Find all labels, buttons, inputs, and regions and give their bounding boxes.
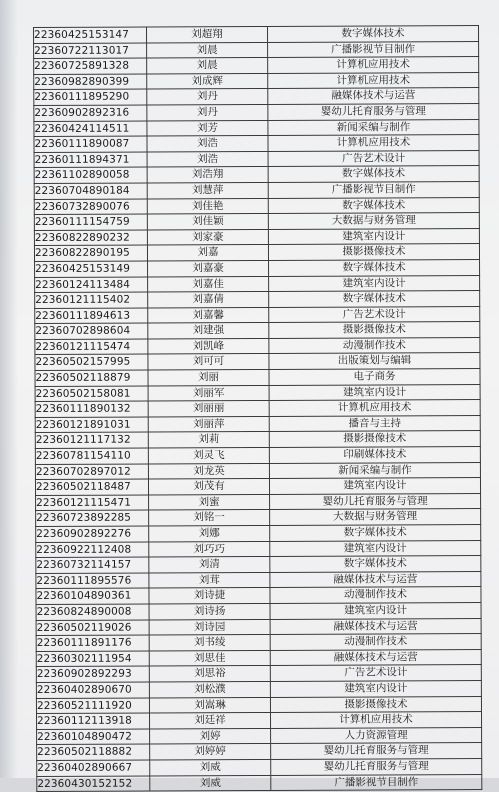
student-id-cell: 22360104890472: [37, 729, 150, 745]
student-name-cell: 刘诗扬: [149, 603, 270, 619]
student-id-cell: 22360121117132: [35, 432, 148, 448]
student-id-cell: 22360732890076: [34, 199, 147, 215]
student-name-cell: 刘蜜: [149, 494, 270, 510]
table-row: [36, 571, 481, 589]
major-cell: 计算机应用技术: [268, 57, 479, 74]
major-cell: 数字媒体技术: [268, 197, 479, 214]
student-id-cell: 22360723892285: [36, 510, 149, 526]
major-cell: 建筑室内设计: [270, 603, 481, 620]
major-cell: 数字媒体技术: [270, 556, 481, 573]
major-cell: 数字媒体技术: [267, 26, 478, 43]
student-name-cell: 刘思裕: [149, 666, 270, 682]
student-id-cell: 22360902892316: [34, 105, 147, 121]
student-id-cell: 22360111894613: [35, 308, 148, 324]
student-id-cell: 22360111894371: [34, 152, 147, 168]
student-id-cell: 22360111154759: [34, 214, 147, 230]
student-name-cell: 刘诗园: [149, 619, 270, 635]
student-id-cell: 22360502119026: [36, 620, 149, 636]
student-name-cell: 刘松濮: [149, 681, 270, 697]
major-cell: 电子商务: [269, 369, 480, 386]
major-cell: 计算机应用技术: [270, 712, 481, 729]
student-id-cell: 22360502118879: [35, 370, 148, 386]
table-row: [36, 618, 481, 636]
student-id-cell: 22360502158081: [35, 386, 148, 402]
student-id-cell: 22360121891031: [35, 417, 148, 433]
student-id-cell: 22360424114511: [34, 121, 147, 137]
major-cell: 婴幼儿托育服务与管理: [270, 493, 481, 510]
major-cell: 摄影摄像技术: [269, 431, 480, 448]
major-cell: 动漫制作技术: [270, 634, 481, 651]
student-id-cell: 22360302111954: [36, 651, 149, 667]
table-row: [37, 774, 482, 792]
student-id-cell: 22360402890667: [37, 760, 150, 776]
student-id-cell: 22360702898604: [35, 323, 148, 339]
student-id-cell: 22360124113484: [35, 277, 148, 293]
major-cell: 建筑室内设计: [269, 478, 480, 495]
student-id-cell: 22360722113017: [34, 43, 147, 59]
student-id-cell: 22360121115471: [36, 495, 149, 511]
student-id-cell: 22360824890008: [36, 604, 149, 620]
student-id-cell: 22360121115474: [35, 339, 148, 355]
major-cell: 摄影摄像技术: [269, 322, 480, 339]
student-id-cell: 22360982890399: [34, 74, 147, 90]
table-row: [34, 88, 479, 106]
student-name-cell: 刘莉: [148, 432, 269, 448]
student-id-cell: 22360702897012: [35, 464, 148, 480]
student-name-cell: 刘茂有: [148, 479, 269, 495]
student-name-cell: 刘晨: [147, 58, 268, 74]
major-cell: 摄影摄像技术: [270, 696, 481, 713]
student-name-cell: 刘茸: [149, 572, 270, 588]
student-id-cell: 22360111890087: [34, 136, 147, 152]
student-name-cell: 刘灵飞: [148, 448, 269, 464]
student-name-cell: 刘娜: [149, 525, 270, 541]
major-cell: 数字媒体技术: [269, 291, 480, 308]
student-id-cell: 22361102890058: [34, 167, 147, 183]
major-cell: 播音与主持: [269, 415, 480, 432]
student-name-cell: 刘丹: [147, 104, 268, 120]
major-cell: 广告艺术设计: [270, 665, 481, 682]
major-cell: 新闻采编与制作: [268, 119, 479, 136]
student-id-cell: 22360922112408: [36, 542, 149, 558]
major-cell: 融媒体技术与运营: [270, 649, 481, 666]
student-id-cell: 22360425153147: [34, 27, 147, 43]
table-row: [37, 758, 482, 776]
table-row: [36, 493, 481, 511]
student-id-cell: 22360111891176: [36, 635, 149, 651]
student-id-cell: 22360902892276: [36, 526, 149, 542]
major-cell: 建筑室内设计: [269, 275, 480, 292]
student-name-cell: 刘婷: [150, 728, 271, 744]
major-cell: 印刷媒体技术: [269, 447, 480, 464]
student-name-cell: 刘芳: [147, 120, 268, 136]
student-name-cell: 刘诗捷: [149, 588, 270, 604]
student-name-cell: 刘嵩琳: [149, 697, 270, 713]
major-cell: 婴幼儿托育服务与管理: [271, 758, 482, 775]
major-cell: 广播影视节目制作: [271, 774, 482, 791]
major-cell: 广告艺术设计: [268, 150, 479, 167]
major-cell: 融媒体技术与运营: [270, 618, 481, 635]
student-id-cell: 22360521111920: [36, 698, 149, 714]
student-id-cell: 22360425153149: [35, 261, 148, 277]
table-row: [34, 41, 479, 59]
major-cell: 数字媒体技术: [269, 259, 480, 276]
student-id-cell: 22360121115402: [35, 292, 148, 308]
student-name-cell: 刘清: [149, 557, 270, 573]
major-cell: 数字媒体技术: [268, 166, 479, 183]
student-name-cell: 刘家豪: [147, 229, 268, 245]
student-id-cell: 22360111895576: [36, 573, 149, 589]
student-name-cell: 刘婷婷: [150, 744, 271, 760]
major-cell: 数字媒体技术: [270, 525, 481, 542]
student-name-cell: 刘晨: [147, 42, 268, 58]
major-cell: 人力资源管理: [271, 727, 482, 744]
student-id-cell: 22360112113918: [36, 713, 149, 729]
student-name-cell: 刘建强: [148, 323, 269, 339]
student-id-cell: 22360902892293: [36, 666, 149, 682]
major-cell: 计算机应用技术: [268, 72, 479, 89]
student-name-cell: 刘丹: [147, 89, 268, 105]
student-name-cell: 刘佳颖: [147, 214, 268, 230]
student-name-cell: 刘嘉馨: [148, 307, 269, 323]
student-id-cell: 22360111890132: [35, 401, 148, 417]
major-cell: 婴幼儿托育服务与管理: [271, 743, 482, 760]
student-name-cell: 刘丽军: [148, 385, 269, 401]
student-id-cell: 22360430152152: [37, 775, 150, 791]
student-id-cell: 22360502157995: [35, 354, 148, 370]
student-name-cell: 刘成辉: [147, 73, 268, 89]
student-id-cell: 22360732114157: [36, 557, 149, 573]
table-row: [34, 181, 479, 199]
major-cell: 融媒体技术与运营: [270, 571, 481, 588]
student-name-cell: 刘浩翔: [147, 167, 268, 183]
student-id-cell: 22360822890232: [34, 230, 147, 246]
table-row: [36, 509, 481, 527]
major-cell: 广播影视节目制作: [268, 181, 479, 198]
major-cell: 计算机应用技术: [269, 400, 480, 417]
student-name-cell: 刘书绫: [149, 635, 270, 651]
student-name-cell: 刘铭一: [149, 510, 270, 526]
major-cell: 建筑室内设计: [270, 680, 481, 697]
table-row: [37, 743, 482, 761]
student-name-cell: 刘嘉佳: [148, 276, 269, 292]
table-row: [34, 213, 479, 231]
major-cell: 动漫制作技术: [270, 587, 481, 604]
student-name-cell: 刘慧萍: [147, 182, 268, 198]
roster-body: [34, 26, 482, 792]
student-name-cell: 刘超翔: [147, 26, 268, 42]
major-cell: 建筑室内设计: [270, 540, 481, 557]
major-cell: 大数据与财务管理: [268, 213, 479, 230]
student-id-cell: 22360502118487: [35, 479, 148, 495]
student-id-cell: 22360104890361: [36, 588, 149, 604]
student-name-cell: 刘嘉豪: [148, 260, 269, 276]
major-cell: 广告艺术设计: [269, 306, 480, 323]
major-cell: 计算机应用技术: [268, 135, 479, 152]
student-name-cell: 刘可可: [148, 354, 269, 370]
major-cell: 出版策划与编辑: [269, 353, 480, 370]
major-cell: 新闻采编与制作: [269, 462, 480, 479]
student-name-cell: 刘浩: [147, 136, 268, 152]
major-cell: 动漫制作技术: [269, 337, 480, 354]
student-name-cell: 刘威: [150, 775, 271, 791]
student-id-cell: 22360822890195: [34, 245, 147, 261]
student-id-cell: 22360502118882: [37, 744, 150, 760]
student-name-cell: 刘思佳: [149, 650, 270, 666]
student-name-cell: 刘廷祥: [149, 713, 270, 729]
student-name-cell: 刘佳艳: [147, 198, 268, 214]
major-cell: 广播影视节目制作: [268, 41, 479, 58]
student-id-cell: 22360402890670: [36, 682, 149, 698]
student-name-cell: 刘丽丽: [148, 401, 269, 417]
student-name-cell: 刘嘉: [147, 245, 268, 261]
student-name-cell: 刘嘉倩: [148, 292, 269, 308]
major-cell: 建筑室内设计: [268, 228, 479, 245]
major-cell: 融媒体技术与运营: [268, 88, 479, 105]
student-name-cell: 刘凯峰: [148, 338, 269, 354]
student-id-cell: 22360704890184: [34, 183, 147, 199]
student-name-cell: 刘丽萍: [148, 416, 269, 432]
page-shadow-edge: [0, 0, 18, 778]
table-row: [34, 104, 479, 122]
major-cell: 大数据与财务管理: [270, 509, 481, 526]
student-name-cell: 刘巧巧: [149, 541, 270, 557]
major-cell: 建筑室内设计: [269, 384, 480, 401]
major-cell: 摄影摄像技术: [268, 244, 479, 261]
student-id-cell: 22360781154110: [35, 448, 148, 464]
student-id-cell: 22360725891328: [34, 58, 147, 74]
student-name-cell: 刘龙英: [148, 463, 269, 479]
student-name-cell: 刘威: [150, 759, 271, 775]
student-name-cell: 刘浩: [147, 151, 268, 167]
student-roster-table: [33, 25, 482, 792]
student-id-cell: 22360111895290: [34, 89, 147, 105]
table-row: [36, 649, 481, 667]
major-cell: 婴幼儿托育服务与管理: [268, 104, 479, 121]
student-name-cell: 刘丽: [148, 370, 269, 386]
